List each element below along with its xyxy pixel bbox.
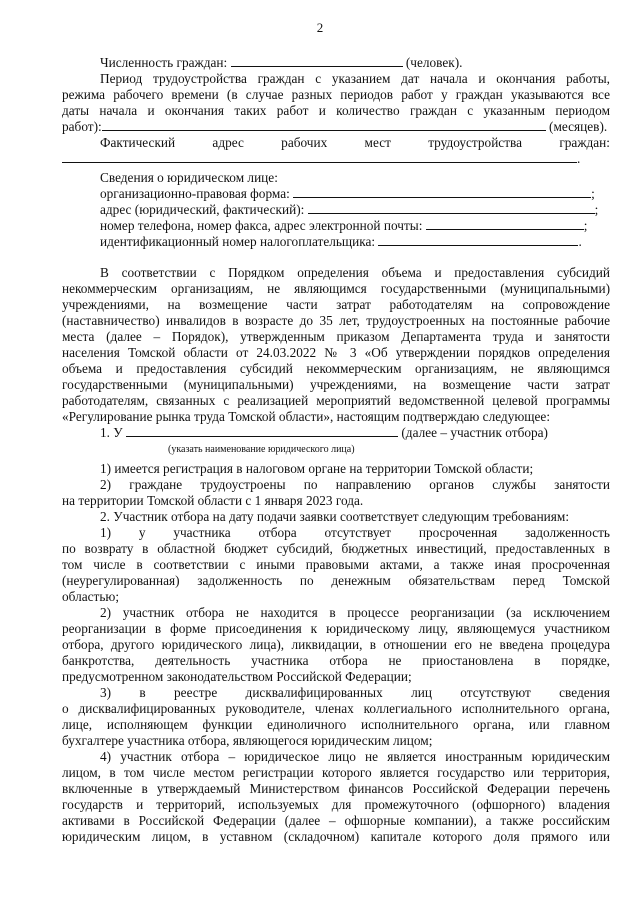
contacts-blank: [426, 218, 584, 230]
text-line: даты начала и окончания таких работ и количество граждан с указанным периодом: [62, 103, 610, 118]
text-line: государств и территорий, используемых для промежуточного (офшорного) владения: [62, 797, 610, 812]
address-label: адрес (юридический, фактический):: [100, 202, 308, 217]
text-line: населения Томской области от 24.03.2022 № 3 «Об утверждении порядков определения: [62, 345, 610, 360]
text-line: на территории Томской области с 1 января 2023 года.: [62, 493, 364, 508]
work-period-blank: [102, 119, 546, 131]
work-period-label: работ):: [62, 119, 102, 134]
address-line: [100, 202, 610, 218]
citizens-count-unit: (человек).: [402, 55, 463, 70]
text-line: том числе в соответствии с иными правовыми актами, а также иная просроченная: [62, 557, 610, 572]
legal-entity-heading: Сведения о юридическом лице:: [100, 170, 278, 185]
text-line: банкротства, деятельность участника отбора не приостановлена в порядке,: [62, 653, 610, 668]
text-line: областью;: [62, 589, 120, 604]
inn-label: идентификационный номер налогоплательщика:: [100, 234, 379, 249]
address-blank: [62, 151, 577, 163]
text-line: 3) в реестре дисквалифицированных лиц отсутствуют сведения: [100, 685, 610, 700]
citizens-count-blank: [231, 55, 403, 67]
text-line: 4) участник отбора – юридическое лицо не является иностранным юридическим: [100, 749, 610, 764]
text-line: реорганизации в форме присоединения к юридическому лицу, являющемуся участником: [62, 621, 610, 636]
semicolon: ;: [583, 218, 588, 233]
citizens-count-label: Численность граждан:: [100, 55, 231, 70]
text-line: некоммерческим организациям, не являющимся государственными (муниципальными): [62, 281, 610, 296]
period-mark: .: [578, 234, 582, 249]
inn-line: [100, 234, 610, 250]
text-line: объема и предоставления субсидий некоммерческим организациям, не являющимся: [62, 361, 610, 376]
participant-label: 1. У: [100, 425, 127, 440]
text-line: включенные в утверждаемый Министерством финансов Российской Федерации перечень: [62, 781, 610, 796]
text-line: Фактический адрес рабочих мест трудоустройства граждан:: [100, 135, 610, 150]
text-line: Период трудоустройства граждан с указанием дат начала и окончания работы,: [100, 71, 610, 86]
address-field-blank: [308, 202, 595, 214]
text-line: юридическим лицом, в уставном (складочном) капитале которого доля прямого или: [62, 829, 610, 844]
text-line: бухгалтере участника отбора, являющегося юридическим лицом;: [62, 733, 433, 748]
participant-line: [100, 425, 610, 441]
contacts-label: номер телефона, номер факса, адрес электронной почты:: [100, 218, 426, 233]
text-line: активами в Российской Федерации (далее – офшорные компании), а также российским: [62, 813, 610, 828]
legal-form-label: организационно-правовая форма:: [100, 186, 294, 201]
legal-form-line: [100, 186, 610, 202]
text-line: работодателям, связанных с реализацией мероприятий ведомственной целевой программы: [62, 393, 610, 408]
work-period-line: [62, 119, 610, 135]
participant-name-blank: [126, 425, 398, 437]
text-line: по возврату в областной бюджет субсидий, бюджетных инвестиций, предоставленных в: [62, 541, 610, 556]
legal-form-blank: [293, 186, 591, 198]
work-period-unit: (месяцев).: [545, 119, 608, 134]
participant-suffix: (далее – участник отбора): [398, 425, 548, 440]
text-line: режима рабочего времени (в случае разных периодов работ у граждан указываются все: [62, 87, 610, 102]
text-line: 2. Участник отбора на дату подачи заявки соответствует следующим требованиям:: [100, 509, 570, 524]
text-line: В соответствии с Порядком определения объема и предоставления субсидий: [100, 265, 610, 280]
text-line: лице, исполняющем функции единоличного исполнительного органа, или главном: [62, 717, 610, 732]
address-blank-line: [62, 151, 610, 167]
contacts-line: [100, 218, 610, 234]
text-line: 1) у участника отбора отсутствует просроченная задолженность: [100, 525, 610, 540]
semicolon: ;: [594, 202, 599, 217]
citizens-count-line: [100, 55, 610, 71]
text-line: лицом, в том числе местом регистрации которого является государство или территория,: [62, 765, 610, 780]
text-line: «Регулирование рынка труда Томской области», настоящим подтверждаю следующее:: [62, 409, 551, 424]
page-number: 2: [316, 20, 324, 35]
text-line: учреждениями, на возмещение части затрат работодателям на сопровождение: [62, 297, 610, 312]
text-line: 2) участник отбора не находится в процессе реорганизации (за исключением: [100, 605, 610, 620]
participant-name-caption: (указать наименование юридического лица): [168, 444, 355, 455]
semicolon: ;: [591, 186, 595, 201]
text-line: (неурегулированная) задолженность по денежным обязательствам перед Томской: [62, 573, 610, 588]
text-line: 2) граждане трудоустроены по направлению органов службы занятости: [100, 477, 610, 492]
text-line: (наставничество) инвалидов в возрасте до 35 лет, трудоустроенных на постоянные рабочие: [62, 313, 610, 328]
text-line: места (далее – Порядок), утвержденным приказом Департамента труда и занятости: [62, 329, 610, 344]
text-line: 1) имеется регистрация в налоговом органе на территории Томской области;: [100, 461, 534, 476]
text-line: предусмотренном законодательством Российской Федерации;: [62, 669, 412, 684]
text-line: о дисквалифицированных руководителе, членах коллегиального исполнительного органа,: [62, 701, 610, 716]
inn-blank: [378, 234, 578, 246]
period-mark: .: [577, 151, 581, 166]
text-line: отбора, другого юридического лица), ликвидации, в отношении его не введена процедура: [62, 637, 610, 652]
text-line: государственными (муниципальными) учреждениями, на возмещение части затрат: [62, 377, 610, 392]
